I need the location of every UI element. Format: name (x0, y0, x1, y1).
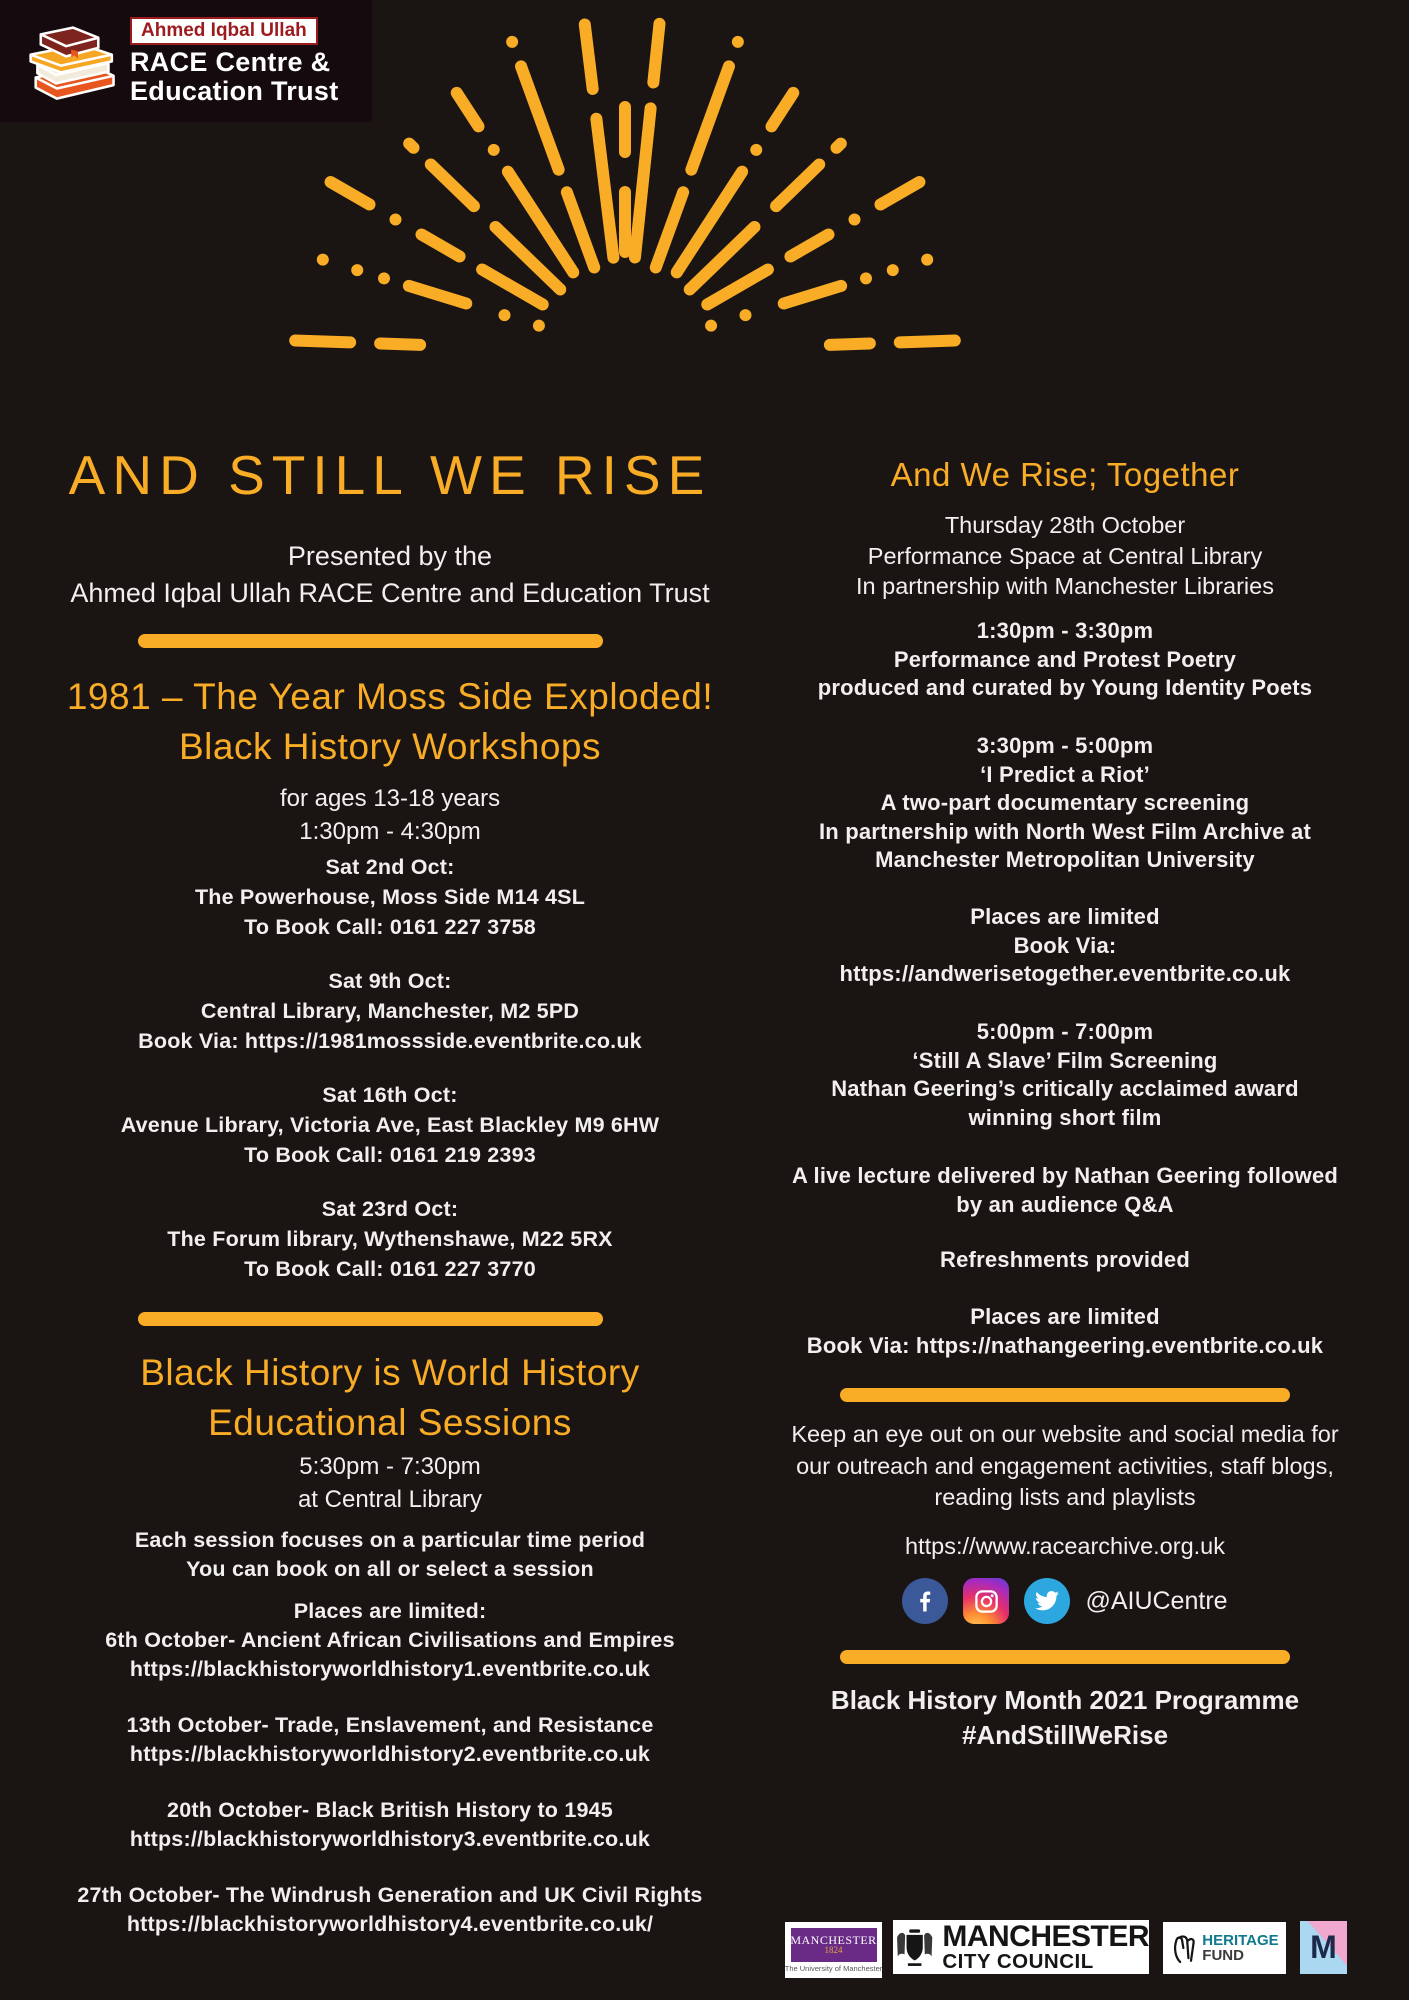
event-time: 3:30pm - 5:00pm (976, 733, 1154, 758)
educational-session (15, 1881, 765, 1939)
facebook-icon[interactable] (902, 1578, 948, 1624)
educational-times (15, 1450, 765, 1516)
programme-title (755, 1683, 1375, 1753)
event-detail: winning short film (968, 1104, 1162, 1130)
workshop-session (15, 1194, 765, 1284)
event-title: ‘I Predict a Riot’ (980, 761, 1150, 787)
lecture-note (755, 1161, 1375, 1219)
session-link[interactable]: https://blackhistoryworldhistory1.eventbrite.co.uk (129, 1657, 651, 1681)
heritage-fund-logo (1163, 1922, 1286, 1974)
programme-line1: Black History Month 2021 Programme (830, 1685, 1300, 1715)
educational-time: 5:30pm - 7:30pm (299, 1453, 481, 1480)
educational-heading (15, 1348, 765, 1448)
educational-session (15, 1711, 765, 1769)
manchester-libraries-logo (1300, 1921, 1347, 1974)
university-of-manchester-logo (785, 1922, 882, 1978)
rise-together-details (755, 510, 1375, 602)
instagram-icon[interactable] (963, 1578, 1009, 1624)
heritage-line2: FUND (1202, 1947, 1244, 1964)
session-title: 6th October- Ancient African Civilisations and Empires (105, 1628, 675, 1652)
event-detail: A two-part documentary screening (880, 790, 1250, 815)
booking-block (755, 903, 1375, 989)
race-logo-org1: RACE Centre & (130, 46, 331, 77)
website-link[interactable]: https://www.racearchive.org.uk (905, 1533, 1225, 1559)
session-booking: To Book Call: 0161 219 2393 (244, 1143, 536, 1167)
presented-line2: Ahmed Iqbal Ullah RACE Centre and Education Trust (70, 578, 710, 608)
booking-link[interactable]: https://andwerisetogether.eventbrite.co.uk (839, 961, 1291, 986)
race-logo-name: Ahmed Iqbal Ullah (130, 17, 318, 45)
book-via-label: Book Via: (1013, 932, 1117, 958)
event-time: 1:30pm - 3:30pm (976, 618, 1154, 643)
session-link[interactable]: https://blackhistoryworldhistory4.eventbrite.co.uk/ (126, 1912, 654, 1936)
workshops-time: 1:30pm - 4:30pm (299, 818, 481, 845)
workshops-heading (15, 672, 765, 772)
refreshments-note: Refreshments provided (940, 1247, 1190, 1272)
event-detail: In partnership with North West Film Archive at (818, 818, 1312, 844)
divider-bar (138, 634, 603, 648)
poster-title: AND STILL WE RISE (68, 444, 712, 506)
educational-venue: at Central Library (297, 1486, 483, 1513)
session-booking-link[interactable]: Book Via: https://1981mossside.eventbrite.co.uk (138, 1029, 642, 1053)
places-limited: Places are limited (970, 904, 1160, 929)
uom-year: 1824 (824, 1945, 843, 1955)
educational-session (15, 1796, 765, 1854)
session-date: Sat 16th Oct: (322, 1083, 458, 1107)
uom-purple-box (791, 1928, 877, 1962)
outreach-line2: our outreach and engagement activities, staff blogs, (796, 1452, 1334, 1479)
outreach-note (755, 1419, 1375, 1514)
educational-heading-line2: Educational Sessions (208, 1402, 572, 1443)
mcc-line1: MANCHESTER (942, 1919, 1149, 1953)
poetry-event (755, 617, 1375, 703)
description-line1: Each session focuses on a particular time period (134, 1528, 646, 1552)
places-limited: Places are limited (970, 1304, 1160, 1329)
workshop-session (15, 852, 765, 942)
session-venue: Avenue Library, Victoria Ave, East Blackley M9 6HW (120, 1113, 660, 1137)
twitter-icon[interactable] (1024, 1578, 1070, 1624)
workshops-times (15, 782, 765, 848)
workshop-session (15, 966, 765, 1056)
session-title: 20th October- Black British History to 1945 (167, 1798, 613, 1822)
m-monogram: M (1310, 1929, 1337, 1965)
description-line2: You can book on all or select a session (186, 1557, 594, 1581)
books-icon (12, 12, 122, 110)
session-venue: The Forum library, Wythenshawe, M22 5RX (167, 1227, 613, 1251)
film-event (755, 1018, 1375, 1132)
divider-bar (138, 1312, 603, 1326)
session-link[interactable]: https://blackhistoryworldhistory2.eventbrite.co.uk (129, 1742, 651, 1766)
event-detail: produced and curated by Young Identity Poets (817, 675, 1313, 700)
event-title: Performance and Protest Poetry (893, 646, 1237, 672)
session-date: Sat 9th Oct: (328, 969, 452, 993)
divider-bar (840, 1650, 1290, 1664)
divider-bar (840, 1388, 1290, 1402)
session-title: 13th October- Trade, Enslavement, and Resistance (126, 1713, 654, 1737)
event-detail: Manchester Metropolitan University (875, 847, 1255, 872)
rise-together-heading: And We Rise; Together (890, 456, 1240, 493)
session-date: Sat 23rd Oct: (321, 1197, 459, 1221)
uom-name: MANCHESTER (790, 1933, 877, 1947)
city-council-crest-icon (893, 1924, 936, 1970)
event-date: Thursday 28th October (944, 512, 1186, 538)
workshops-ages: for ages 13-18 years (279, 785, 501, 812)
presented-line1: Presented by the (287, 541, 493, 571)
manchester-city-council-logo (893, 1920, 1149, 1974)
social-handle: @AIUCentre (1085, 1586, 1228, 1615)
event-partnership: In partnership with Manchester Libraries (856, 573, 1274, 599)
workshops-heading-line2: Black History Workshops (178, 726, 602, 767)
session-booking: To Book Call: 0161 227 3770 (244, 1257, 536, 1281)
documentary-event (755, 732, 1375, 875)
heritage-line1: HERITAGE (1202, 1932, 1279, 1949)
social-row (755, 1578, 1375, 1624)
outreach-line1: Keep an eye out on our website and social media for (791, 1421, 1339, 1447)
presented-by (15, 538, 765, 612)
session-venue: Central Library, Manchester, M2 5PD (200, 999, 580, 1023)
event-title: ‘Still A Slave’ Film Screening (912, 1047, 1218, 1073)
crossed-fingers-icon (1170, 1929, 1198, 1967)
workshop-session (15, 1080, 765, 1170)
lecture-line2: by an audience Q&A (956, 1192, 1174, 1217)
session-date: Sat 2nd Oct: (325, 855, 455, 879)
race-logo-org2: Education Trust (130, 75, 339, 106)
event-detail: Nathan Geering’s critically acclaimed award (831, 1076, 1299, 1101)
workshops-heading-line1: 1981 – The Year Moss Side Exploded! (66, 676, 714, 717)
session-link[interactable]: https://blackhistoryworldhistory3.eventbrite.co.uk (129, 1827, 651, 1851)
educational-description (15, 1526, 765, 1584)
event-venue: Performance Space at Central Library (867, 542, 1263, 569)
session-venue: The Powerhouse, Moss Side M14 4SL (194, 885, 586, 909)
educational-session (15, 1597, 765, 1684)
outreach-line3: reading lists and playlists (934, 1484, 1196, 1510)
sunburst-graphic (240, 8, 1010, 360)
places-limited: Places are limited: (293, 1599, 487, 1623)
lecture-line1: A live lecture delivered by Nathan Geering followed (791, 1163, 1339, 1188)
uom-caption: The University of Manchester (784, 1963, 883, 1973)
session-booking: To Book Call: 0161 227 3758 (244, 915, 536, 939)
programme-hashtag: #AndStillWeRise (961, 1720, 1169, 1750)
educational-heading-line1: Black History is World History (140, 1352, 640, 1393)
mcc-line2: CITY COUNCIL (942, 1949, 1094, 1973)
booking-block (755, 1302, 1375, 1360)
event-time: 5:00pm - 7:00pm (976, 1019, 1154, 1044)
session-title: 27th October- The Windrush Generation and UK Civil Rights (77, 1883, 703, 1907)
booking-link[interactable]: Book Via: https://nathangeering.eventbrite.co.uk (806, 1333, 1324, 1358)
